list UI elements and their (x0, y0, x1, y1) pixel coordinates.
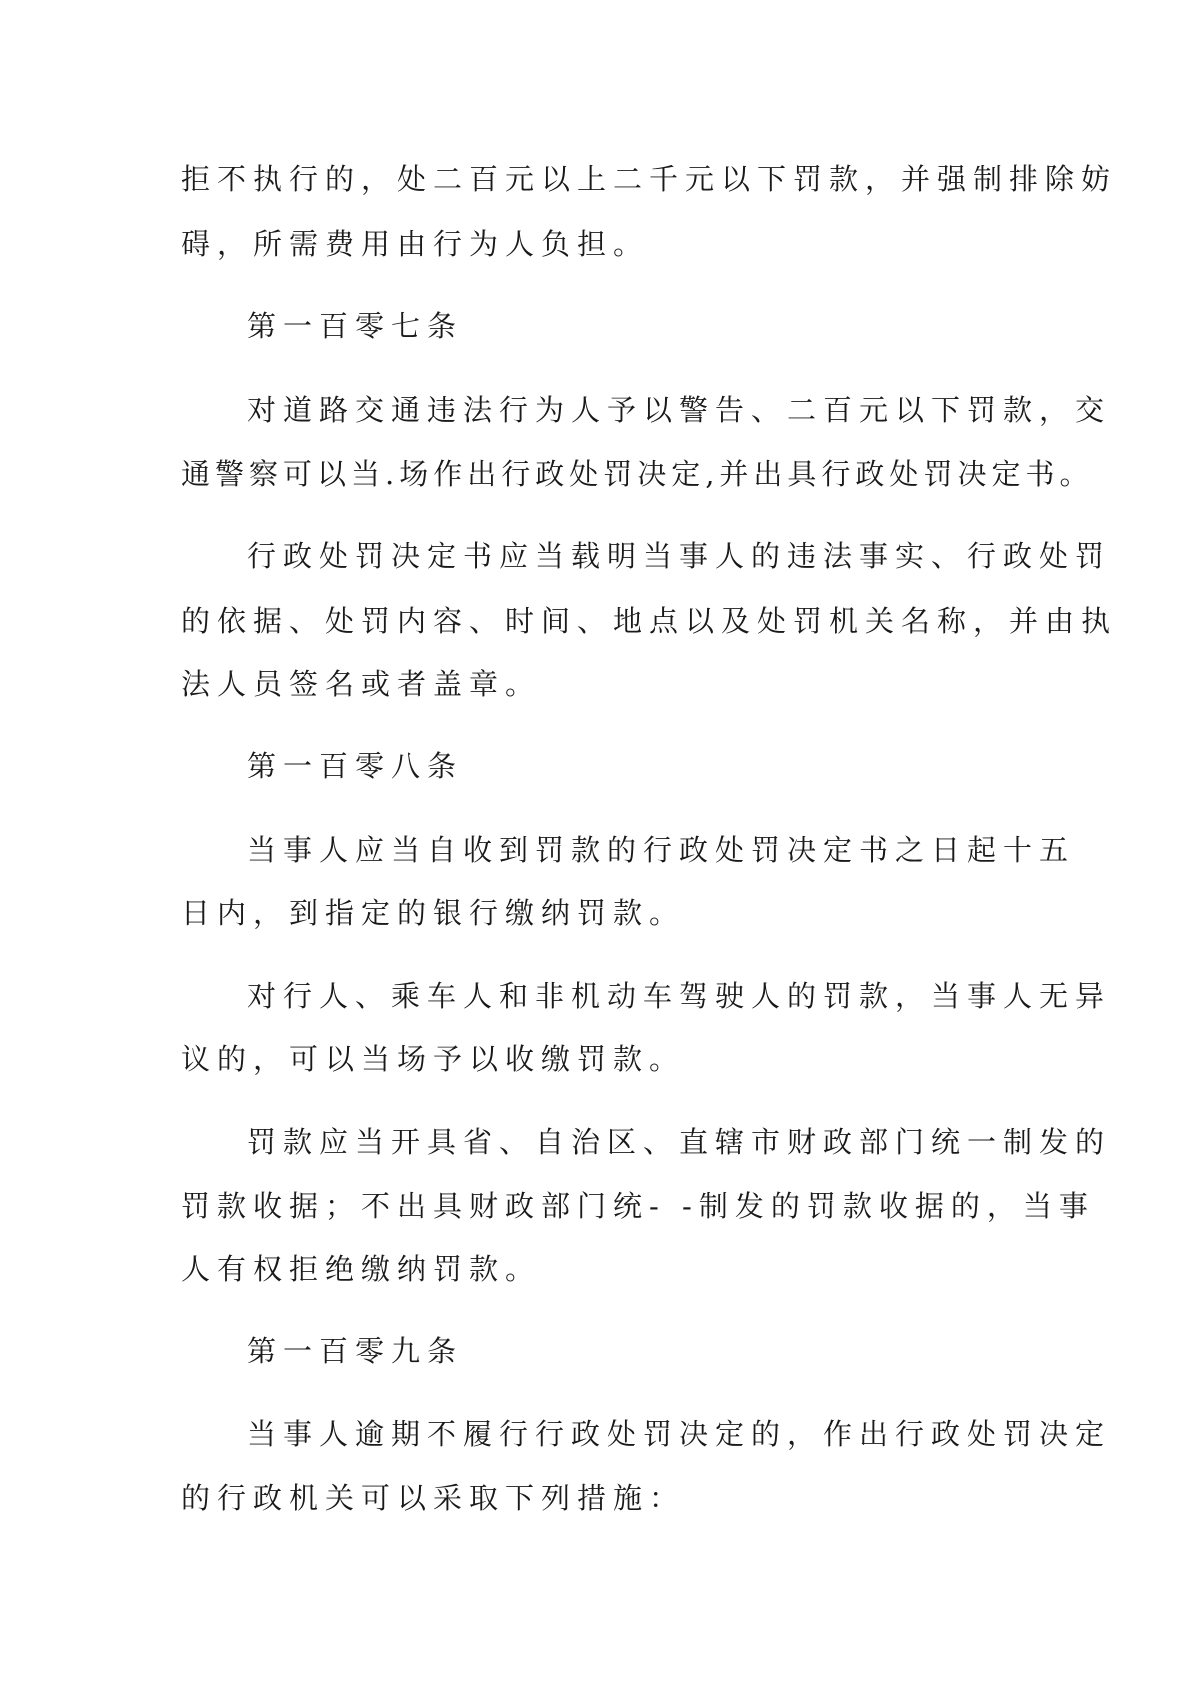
text-line: 当事人逾期不履行行政处罚决定的，作出行政处罚决定 (247, 1417, 1112, 1451)
text-line: 罚款应当开具省、自治区、直辖市财政部门统一制发的 (247, 1125, 1112, 1159)
text-line: 对行人、乘车人和非机动车驾驶人的罚款，当事人无异 (247, 979, 1112, 1013)
text-line: 行政处罚决定书应当载明当事人的违法事实、行政处罚 (247, 539, 1112, 573)
text-line: 议的，可以当场予以收缴罚款。 (181, 1042, 686, 1076)
text-line: 的依据、处罚内容、时间、地点以及处罚机关名称，并由执 (181, 604, 1118, 638)
text-line: 人有权拒绝缴纳罚款。 (181, 1252, 542, 1286)
text-line: 对道路交通违法行为人予以警告、二百元以下罚款，交 (247, 393, 1112, 427)
text-line: 罚款收据；不出具财政部门统- -制发的罚款收据的，当事 (181, 1189, 1095, 1223)
text-line: 拒不执行的，处二百元以上二千元以下罚款，并强制排除妨 (181, 162, 1118, 196)
text-line: 日内，到指定的银行缴纳罚款。 (181, 896, 686, 930)
text-line: 法人员签名或者盖章。 (181, 667, 542, 701)
text-line: 碍，所需费用由行为人负担。 (181, 227, 650, 261)
text-line: 的行政机关可以采取下列措施： (181, 1481, 686, 1515)
text-line: 当事人应当自收到罚款的行政处罚决定书之日起十五 (247, 833, 1076, 867)
text-line: 通警察可以当.场作出行政处罚决定,并出具行政处罚决定书。 (181, 457, 1094, 491)
article-heading: 第一百零九条 (247, 1334, 464, 1368)
article-heading: 第一百零八条 (247, 749, 464, 783)
article-heading: 第一百零七条 (247, 309, 464, 343)
